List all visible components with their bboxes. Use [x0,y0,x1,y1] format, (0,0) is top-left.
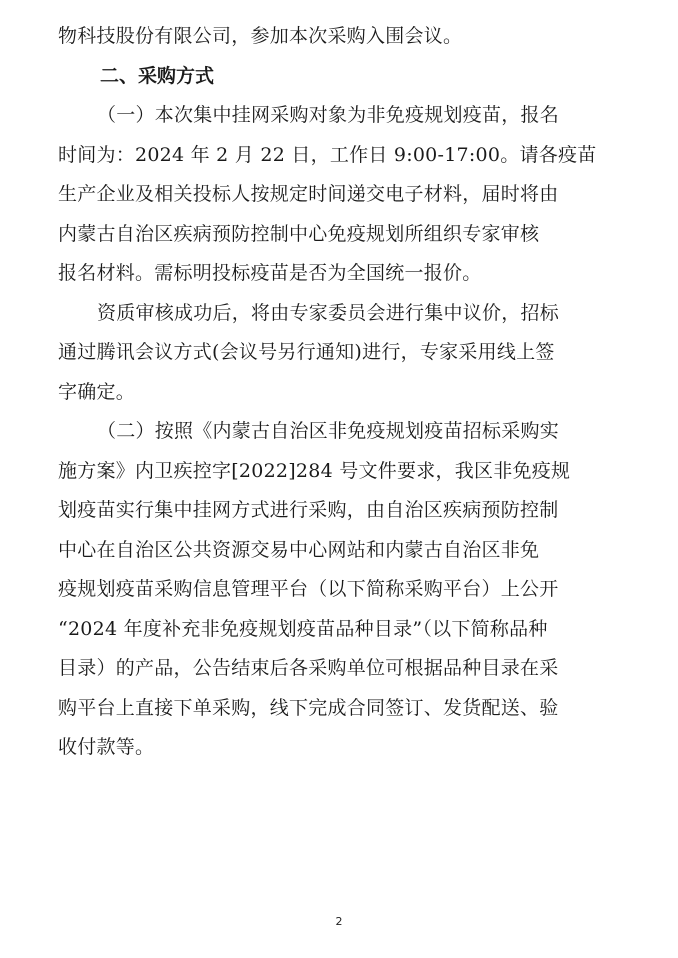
paragraph-2-line-3: 字确定。 [58,381,136,403]
paragraph-3-line-4: 中心在自治区公共资源交易中心网站和内蒙古自治区非免 [58,539,540,561]
paragraph-3-line-2: 施方案》内卫疾控字[2022]284 号文件要求，我区非免疫规 [58,460,571,482]
paragraph-3-line-5: 疫规划疫苗采购信息管理平台（以下简称采购平台）上公开 [58,578,559,600]
paragraph-3-line-6: “2024 年度补充非免疫规划疫苗品种目录”（以下简称品种 [58,618,548,640]
paragraph-3-line-8: 购平台上直接下单采购，线下完成合同签订、发货配送、验 [58,697,559,719]
section-heading-procurement-method: 二、采购方式 [100,65,215,87]
paragraph-3-line-7: 目录）的产品，公告结束后各采购单位可根据品种目录在采 [58,657,559,679]
paragraph-3-line-3: 划疫苗实行集中挂网方式进行采购，由自治区疾病预防控制 [58,499,559,521]
paragraph-1-line-5: 报名材料。需标明投标疫苗是否为全国统一报价。 [58,262,482,284]
paragraph-3-line-1: （二）按照《内蒙古自治区非免疫规划疫苗招标采购实 [97,420,560,442]
paragraph-3-line-9: 收付款等。 [58,736,155,758]
paragraph-1-line-2: 时间为：2024 年 2 月 22 日，工作日 9:00-17:00。请各疫苗 [58,144,597,166]
paragraph-2-line-1: 资质审核成功后，将由专家委员会进行集中议价，招标 [97,302,560,324]
page-number: 2 [335,915,343,928]
paragraph-1-line-3: 生产企业及相关投标人按规定时间递交电子材料，届时将由 [58,183,559,205]
paragraph-1-line-1: （一）本次集中挂网采购对象为非免疫规划疫苗，报名 [97,104,560,126]
paragraph-1-line-4: 内蒙古自治区疾病预防控制中心免疫规划所组织专家审核 [58,223,540,245]
paragraph-line-continuation: 物科技股份有限公司，参加本次采购入围会议。 [58,25,463,47]
paragraph-2-line-2: 通过腾讯会议方式(会议号另行通知)进行，专家采用线上签 [58,341,555,363]
